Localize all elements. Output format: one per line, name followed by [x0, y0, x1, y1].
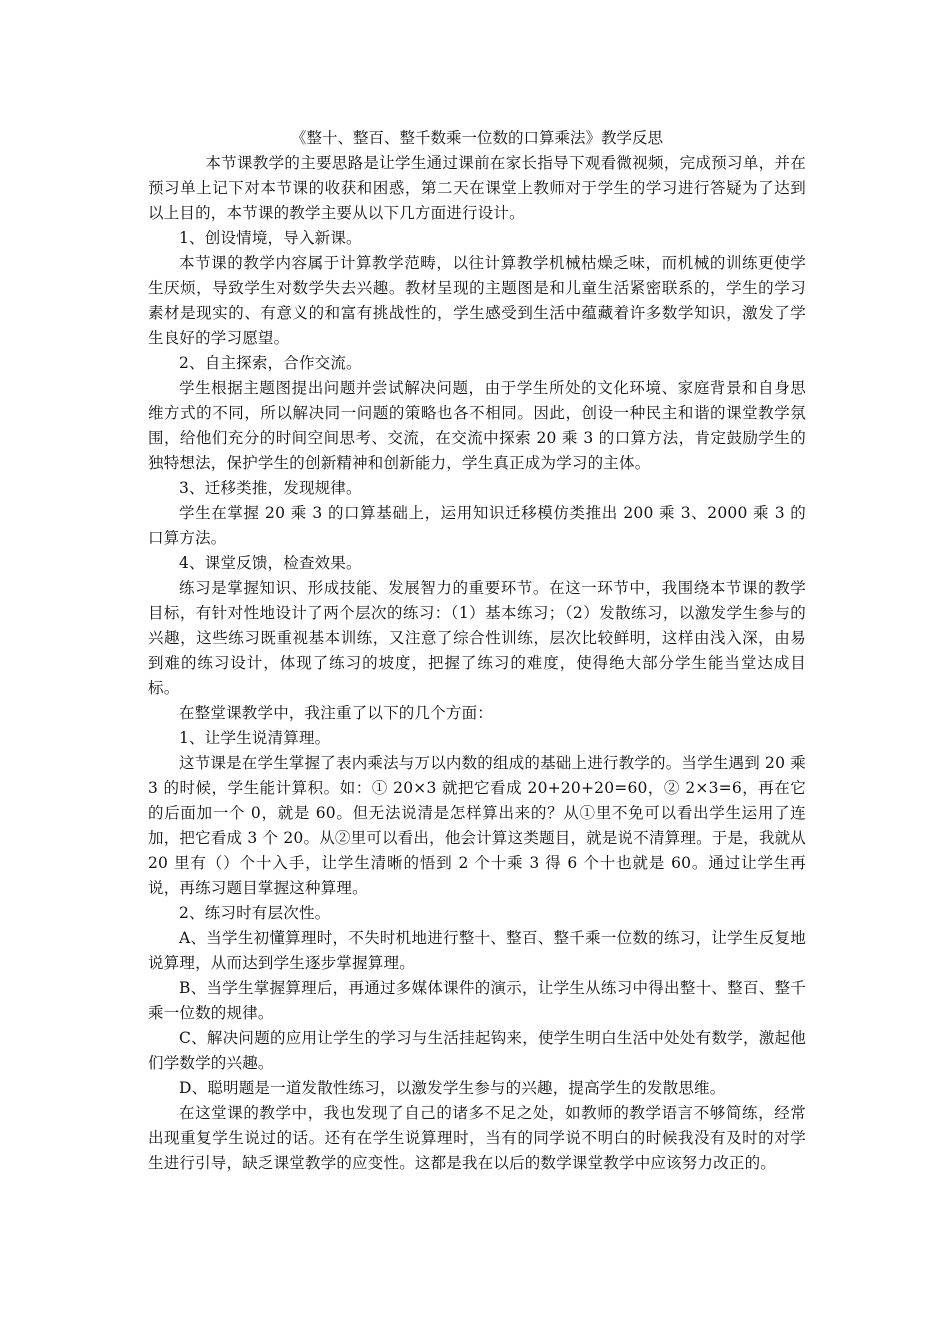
paragraph-section-4: 练习是掌握知识、形成技能、发展智力的重要环节。在这一环节中，我围绕本节课的教学目标，有针对性地设计了两个层次的练习：（1）基本练习；（2）发散练习，以激发学生参与的兴趣，这些练习既重视基本训练，又注意了综合性训练，层次比较鲜明，这样由浅入深，由易到难的练习设计，体现了练习的坡度，把握了练习的难度，使得绝大部分学生能当堂达成目标。	[148, 579, 806, 697]
paragraph-item-c: C、解决问题的应用让学生的学习与生活挂起钩来，使学生明白生活中处处有数学，激起他们学数学的兴趣。	[148, 1029, 806, 1072]
paragraph-item-a: A、当学生初懂算理时，不失时机地进行整十、整百、整千乘一位数的练习，让学生反复地说算理，从而达到学生逐步掌握算理。	[148, 929, 806, 972]
section-heading-4: 4、课堂反馈，检查效果。	[179, 554, 362, 572]
document-page	[148, 126, 806, 1176]
paragraph-aspects-intro: 在整堂课教学中，我注重了以下的几个方面：	[179, 704, 494, 722]
paragraph-item-d: D、聪明题是一道发散性练习，以激发学生参与的兴趣，提高学生的发散思维。	[179, 1079, 726, 1097]
paragraph-aspect-1: 这节课是在学生掌握了表内乘法与万以内数的组成的基础上进行教学的。当学生遇到 20 乘 3 的时候，学生能计算积。如：① 20×3 就把它看成 20+20+20=60，② 2×3=6，再在它的后面加一个 0，就是 60。但无法说清是怎样算出来的？从①里不免可以看出学生运用了连加，把它看成 3 个 20。从②里可以看出，他会计算这类题目，就是说不清算理。于是，我就从 20 里有（）个十入手，让学生清晰的悟到 2 个十乘 3 得 6 个十也就是 60。通过让学生再说，再练习题目掌握这种算理。	[148, 754, 806, 897]
aspect-heading-2: 2、练习时有层次性。	[179, 904, 331, 922]
section-heading-3: 3、迁移类推，发现规律。	[179, 479, 362, 497]
paragraph-section-1: 本节课的教学内容属于计算教学范畴，以往计算教学机械枯燥乏味，而机械的训练更使学生厌烦，导致学生对数学失去兴趣。教材呈现的主题图是和儿童生活紧密联系的，学生的学习素材是现实的、有意义的和富有挑战性的，学生感受到生活中蕴藏着许多数学知识，激发了学生良好的学习愿望。	[148, 254, 806, 347]
section-heading-1: 1、创设情境，导入新课。	[179, 229, 362, 247]
paragraph-intro: 本节课教学的主要思路是让学生通过课前在家长指导下观看微视频，完成预习单，并在预习单上记下对本节课的收获和困惑，第二天在课堂上教师对于学生的学习进行答疑为了达到以上目的，本节课的教学主要从以下几方面进行设计。	[148, 154, 806, 222]
paragraph-section-3: 学生在掌握 20 乘 3 的口算基础上，运用知识迁移模仿类推出 200 乘 3、2000 乘 3 的口算方法。	[148, 504, 806, 547]
aspect-heading-1: 1、让学生说清算理。	[179, 729, 331, 747]
document-title: 《整十、整百、整千数乘一位数的口算乘法》教学反思	[290, 129, 663, 147]
paragraph-section-2: 学生根据主题图提出问题并尝试解决问题，由于学生所处的文化环境、家庭背景和自身思维方式的不同，所以解决同一问题的策略也各不相同。因此，创设一种民主和谐的课堂教学氛围，给他们充分的时间空间思考、交流，在交流中探索 20 乘 3 的口算方法，肯定鼓励学生的独特想法，保护学生的创新精神和创新能力，学生真正成为学习的主体。	[148, 379, 806, 472]
section-heading-2: 2、自主探索，合作交流。	[179, 354, 362, 372]
paragraph-item-b: B、当学生掌握算理后，再通过多媒体课件的演示，让学生从练习中得出整十、整百、整千乘一位数的规律。	[148, 979, 806, 1022]
paragraph-conclusion: 在这堂课的教学中，我也发现了自己的诸多不足之处，如教师的教学语言不够简练，经常出现重复学生说过的话。还有在学生说算理时，当有的同学说不明白的时候我没有及时的对学生进行引导，缺乏课堂教学的应变性。这都是我在以后的数学课堂教学中应该努力改正的。	[148, 1104, 806, 1172]
